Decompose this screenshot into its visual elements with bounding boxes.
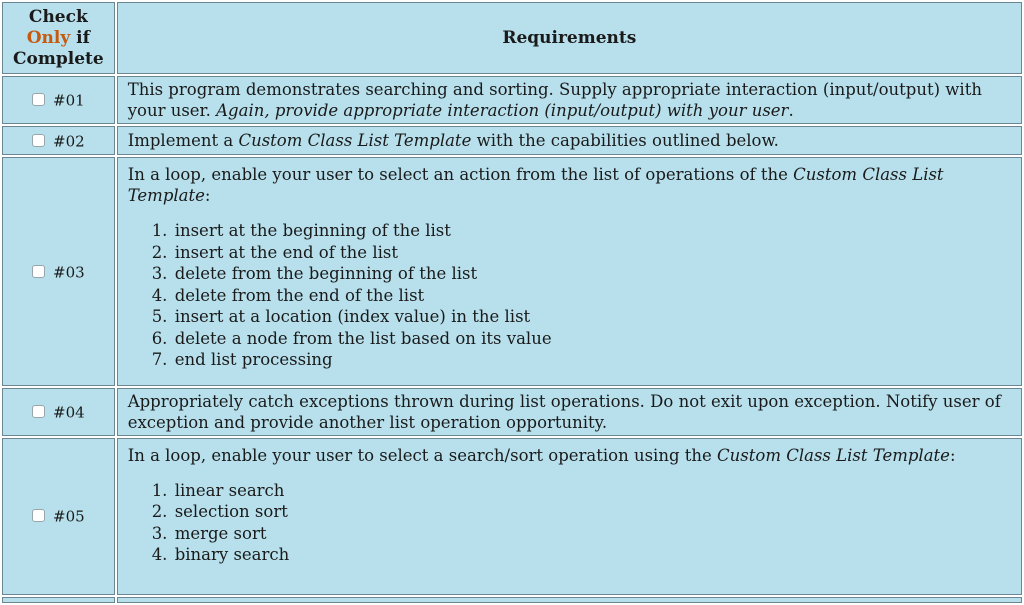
complete-checkbox-01[interactable] xyxy=(32,93,45,106)
list-item: 3. merge sort xyxy=(173,523,1011,545)
check-header-only: Only xyxy=(26,27,71,48)
req-02-before: Implement a xyxy=(127,131,239,150)
check-header-line1: Check xyxy=(28,6,88,27)
check-cell-04 xyxy=(2,388,115,436)
check-cell-01 xyxy=(2,76,115,124)
list-item: 1. insert at the beginning of the list xyxy=(173,220,1011,242)
req-01-italic: Again, provide appropriate interaction (input/output) with your user xyxy=(216,101,789,120)
check-header-complete: Complete xyxy=(13,48,104,69)
req-05-lead xyxy=(128,445,1011,466)
check-cell-03 xyxy=(2,157,115,386)
req-02-italic: Custom Class List Template xyxy=(238,131,472,150)
requirement-number-05: #05 xyxy=(53,507,85,526)
requirement-text-02 xyxy=(117,126,1022,155)
list-item: 7. end list processing xyxy=(173,349,1011,371)
check-cell-02 xyxy=(2,126,115,155)
list-item: 1. linear search xyxy=(173,480,1011,502)
req-03-before: In a loop, enable your user to select an action from the list of operations of the xyxy=(127,165,794,184)
complete-checkbox-05[interactable] xyxy=(32,509,45,522)
req-02-after: with the capabilities outlined below. xyxy=(471,131,779,150)
requirement-number-04: #04 xyxy=(53,403,85,422)
requirement-number-01: #01 xyxy=(53,91,85,110)
req-05-after: : xyxy=(949,445,956,465)
requirement-text-01 xyxy=(117,76,1022,124)
req-03-italic: Custom Class List Template xyxy=(127,165,944,205)
list-operations xyxy=(128,220,1011,371)
check-column-header xyxy=(2,2,115,74)
list-item: 4. binary search xyxy=(173,544,1011,566)
complete-checkbox-03[interactable] xyxy=(32,265,45,278)
check-cell-05 xyxy=(2,438,115,595)
header-row xyxy=(2,2,1022,74)
req-05-italic: Custom Class List Template xyxy=(717,445,950,465)
requirement-row-02 xyxy=(2,126,1022,155)
search-sort-operations xyxy=(128,480,1011,566)
requirements-column-header: Requirements xyxy=(117,2,1022,74)
complete-checkbox-02[interactable] xyxy=(32,134,45,147)
check-header-if: if xyxy=(70,27,90,48)
requirement-text-04: Appropriately catch exceptions thrown during list operations. Do not exit upon exception. Notify user of exception and provide another list operation opportunity. xyxy=(117,388,1022,436)
list-item: 5. insert at a location (index value) in the list xyxy=(173,306,1011,328)
req-01-plain: This program demonstrates searching and sorting. Supply appropriate interaction (input/output) with your user. xyxy=(127,80,982,120)
list-item: 3. delete from the beginning of the list xyxy=(173,263,1011,285)
req-03-lead xyxy=(128,164,1011,206)
requirement-row-03 xyxy=(2,157,1022,386)
req-01-end: . xyxy=(788,101,794,120)
requirement-number-03: #03 xyxy=(53,263,85,281)
requirement-text-05 xyxy=(117,438,1022,595)
requirement-row-05 xyxy=(2,438,1022,595)
requirement-text-03 xyxy=(117,157,1022,386)
complete-checkbox-04[interactable] xyxy=(32,405,45,418)
requirement-row-04 xyxy=(2,388,1022,436)
list-item: 2. insert at the end of the list xyxy=(173,242,1011,264)
list-item: 2. selection sort xyxy=(173,501,1011,523)
req-05-before: In a loop, enable your user to select a search/sort operation using the xyxy=(127,445,718,465)
list-item: 4. delete from the end of the list xyxy=(173,285,1011,307)
list-item: 6. delete a node from the list based on its value xyxy=(173,328,1011,350)
requirement-number-02: #02 xyxy=(53,132,85,151)
requirement-row-01 xyxy=(2,76,1022,124)
req-03-after: : xyxy=(204,186,211,205)
